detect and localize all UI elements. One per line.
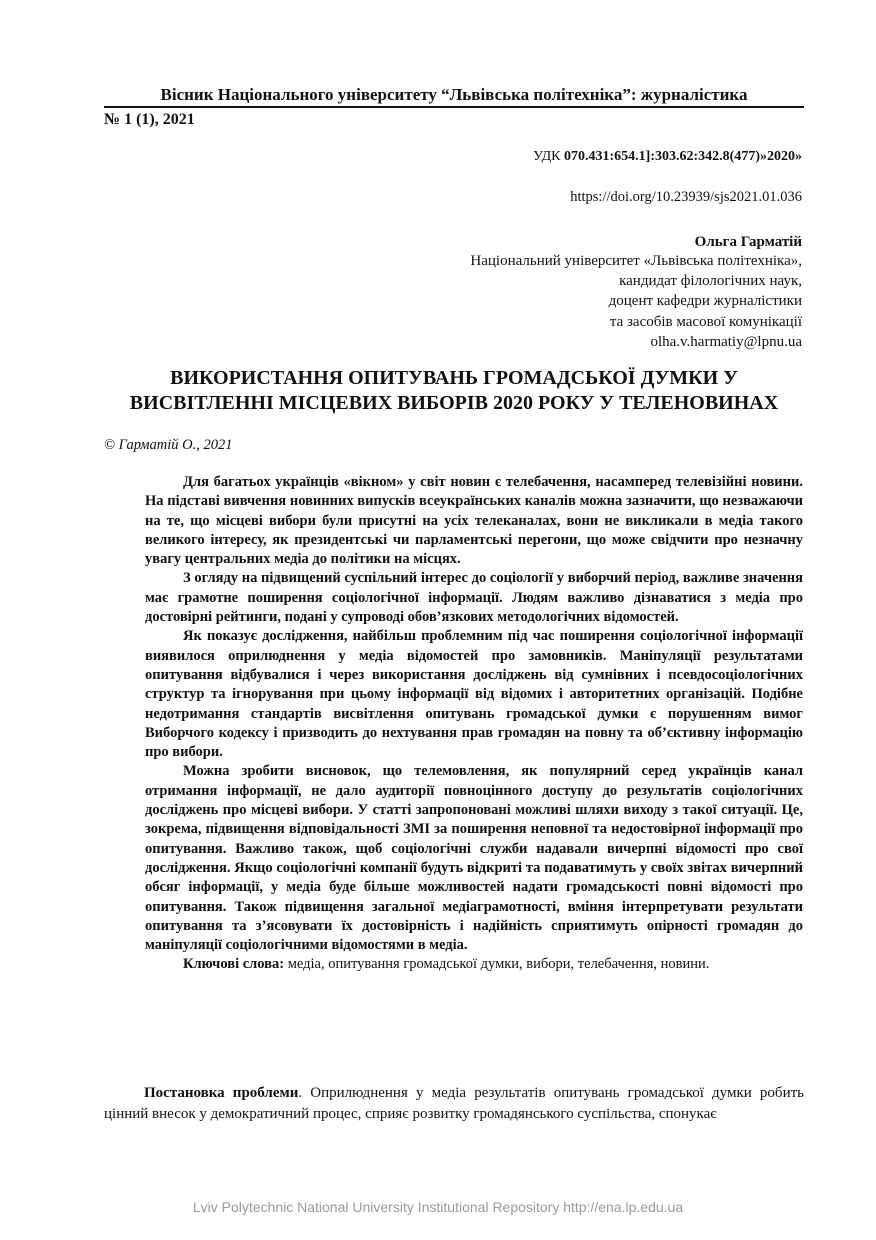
abstract-paragraph: З огляду на підвищений суспільний інтерес до соціології у виборчий період, важливе значення має грамотне поширення соціологічної інформації. Людям важливо дізнаватися з медіа про достовірні рейтинги, подані у супроводі обов’язкових методологічних відомостей. — [145, 570, 803, 626]
journal-header: Вісник Національного університету “Львівська політехніка”: журналістика — [160, 85, 748, 104]
section-text: . Оприлюднення у медіа результатів опитувань громадської думки робить цінний внесок у демократичний процес, сприяє розвитку громадянського суспільства, спонукає — [104, 1085, 804, 1122]
keywords — [145, 955, 803, 974]
udc-code: 070.431:654.1]:303.62:342.8(477)»2020» — [564, 149, 802, 164]
author-affiliation — [470, 251, 802, 352]
keywords-label: Ключові слова: — [183, 956, 285, 973]
udc-line — [533, 148, 802, 166]
title-line-2: ВИСВІТЛЕННІ МІСЦЕВИХ ВИБОРІВ 2020 РОКУ У ТЕЛЕНОВИНАХ — [129, 392, 779, 414]
affiliation-line: та засобів масової комунікації — [609, 313, 802, 330]
abstract-paragraph: Як показує дослідження, найбільш проблемним під час поширення соціологічної інформації виявилося оприлюднення у медіа відомостей про замовників. Маніпуляції результатами опитування відбувалися і через використання досліджень від сумнівних і псевдосоціологічних структур та ігнорування при цьому інформації від відомих і авторитетних організацій. Подібне недотримання стандартів висвітлення опитувань громадської думки є порушенням вимог Виборчого кодексу і призводить до нехтування прав громадян на повну та об’єктивну інформацію про вибори. — [145, 628, 803, 761]
body-paragraph — [104, 1083, 804, 1125]
title-line-1: ВИКОРИСТАННЯ ОПИТУВАНЬ ГРОМАДСЬКОЇ ДУМКИ У — [170, 367, 738, 389]
copyright-notice: © Гарматій О., 2021 — [104, 437, 233, 453]
article-body — [104, 1083, 804, 1125]
abstract-paragraph: Для багатьох українців «вікном» у світ новин є телебачення, насамперед телевізійні новини. На підставі вивчення новинних випусків всеукраїнських каналів можна зазначити, що незважаючи на те, що місцеві вибори були присутні на усіх телеканалах, вони не викликали в медіа такого великого інтересу, як президентські чи парламентські перегони, що може свідчити про незначну увагу центральних медіа до політики на місцях. — [145, 474, 803, 568]
affiliation-line: кандидат філологічних наук, — [619, 273, 802, 290]
doi-link[interactable]: https://doi.org/10.23939/sjs2021.01.036 — [570, 189, 802, 205]
abstract — [145, 473, 803, 975]
abstract-paragraph: Можна зробити висновок, що телемовлення, як популярний серед українців канал отримання інформації, не дало аудиторії повноцінного доступу до результатів соціологічних досліджень про місцеві вибори. У статті запропоновані можливі шляхи виходу з такої ситуації. Це, зокрема, підвищення відповідальності ЗМІ за поширення неповної та недостовірної інформації про опитування. Важливо також, щоб соціологічні служби надавали вичерпні відомості про свої дослідження. Якщо соціологічні компанії будуть відкриті та подаватимуть у своїх звітах вичерпний обсяг інформації, у медіа буде більше можливостей надати громадськості повні відомості про опитування. Також підвищення загальної медіаграмотності, вміння інтерпретувати результати опитування та з’ясовувати їх достовірність і надійність сприятимуть опірності громадян до маніпуляції соціологічними відомостями в медіа. — [145, 763, 803, 954]
header-rule — [104, 106, 804, 108]
author-email[interactable]: olha.v.harmatiy@lpnu.ua — [650, 333, 802, 350]
udc-prefix: УДК — [533, 149, 565, 164]
issue-number: № 1 (1), 2021 — [104, 111, 195, 128]
section-heading: Постановка проблеми — [144, 1085, 299, 1101]
repository-footer: Lviv Polytechnic National University Institutional Repository http://ena.lp.edu.ua — [192, 1199, 684, 1215]
affiliation-line: доцент кафедри журналістики — [608, 293, 802, 310]
article-title — [104, 366, 804, 416]
author-name: Ольга Гарматій — [694, 234, 802, 250]
keywords-list: медіа, опитування громадської думки, вибори, телебачення, новини. — [284, 956, 710, 973]
affiliation-line: Національний університет «Львівська політехніка», — [470, 253, 802, 269]
